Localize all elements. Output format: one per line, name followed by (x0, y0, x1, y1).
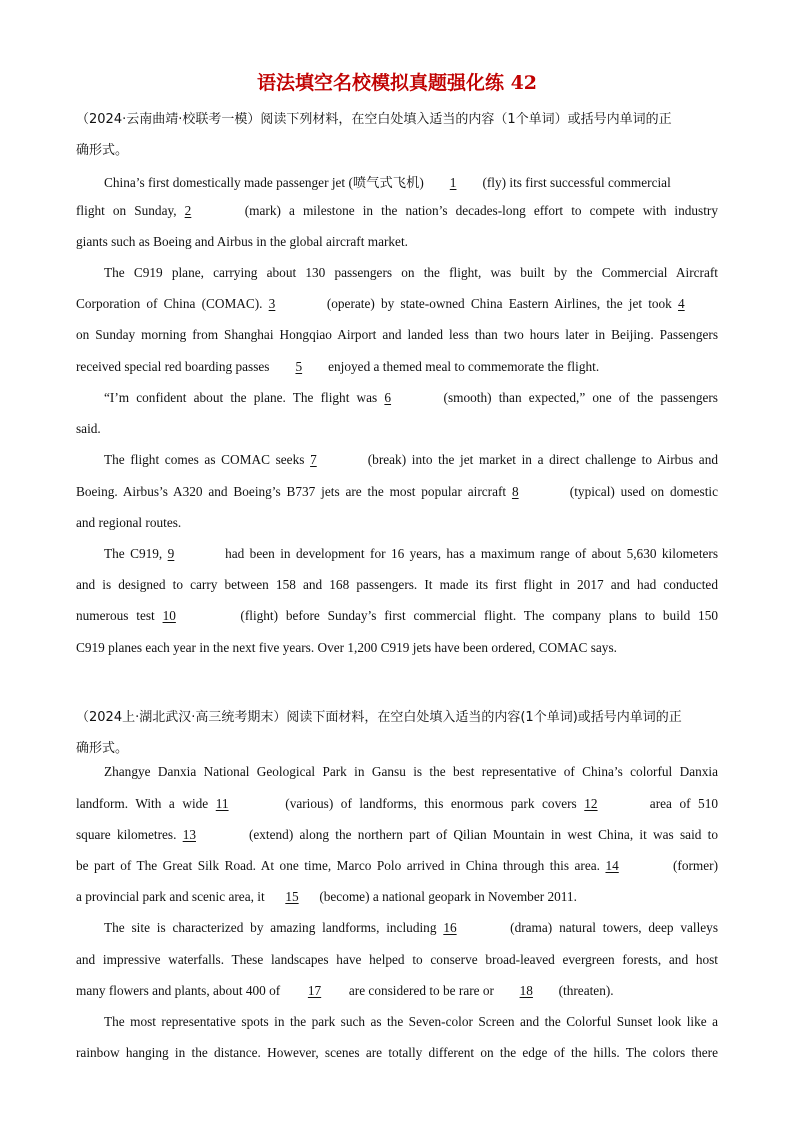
text-run: The C919, (104, 546, 163, 561)
text-run: be part of The Great Silk Road. At one time, Marco Polo arrived in China through this area. (76, 858, 600, 873)
blank-3[interactable]: 3 (268, 296, 276, 311)
blank-10[interactable]: 10 (162, 608, 176, 623)
text-run: Corporation of China (COMAC). (76, 296, 263, 311)
text-run: (drama) natural towers, deep valleys (510, 920, 719, 935)
text-run: (mark) a milestone in the nation’s decades-long effort to compete with industry (244, 203, 718, 218)
text-run: (fly) its first successful commercial (482, 175, 671, 190)
blank-14[interactable]: 14 (605, 858, 619, 873)
text-run: (become) a national geopark in November 2011. (319, 889, 577, 904)
blank-13[interactable]: 13 (182, 827, 196, 842)
blank-12[interactable]: 12 (584, 796, 598, 811)
text-run: flight on Sunday, (76, 203, 177, 218)
blank-1[interactable]: 1 (449, 175, 457, 190)
text-line: giants such as Boeing and Airbus in the global aircraft market. (76, 234, 408, 249)
text-run: received special red boarding passes (76, 359, 270, 374)
text-run: The site is characterized by amazing landforms, including (104, 920, 437, 935)
text-line: on Sunday morning from Shanghai Hongqiao Airport and landed less than two hours later in Beijing. Passengers (76, 327, 718, 342)
source-line: （2024·云南曲靖·校联考一模）阅读下列材料，在空白处填入适当的内容（1个单词）或括号内单词的正 (76, 112, 672, 127)
text-line (76, 203, 718, 219)
text-run: (various) of landforms, this enormous park covers (285, 796, 577, 811)
blank-6[interactable]: 6 (384, 390, 392, 405)
text-line (104, 546, 718, 562)
text-run: a provincial park and scenic area, it (76, 889, 265, 904)
blank-18[interactable]: 18 (519, 983, 533, 998)
blank-15[interactable]: 15 (285, 889, 299, 904)
text-line (76, 858, 718, 874)
source-note (76, 104, 724, 166)
source-note (76, 702, 724, 764)
text-run: The flight comes as COMAC seeks (104, 452, 305, 467)
text-line: The C919 plane, carrying about 130 passengers on the flight, was built by the Commercial Aircraft (104, 265, 718, 280)
text-line: and impressive waterfalls. These landscapes have helped to conserve broad-leaved evergreen forests, and host (76, 952, 718, 967)
text-line: said. (76, 421, 101, 436)
source-line: 确形式。 (76, 143, 129, 158)
text-line: The most representative spots in the park such as the Seven-color Screen and the Colorful Sunset look like a (104, 1014, 718, 1029)
text-run: had been in development for 16 years, has a maximum range of about 5,630 kilometers (225, 546, 719, 561)
text-run: many flowers and plants, about 400 of (76, 983, 281, 998)
source-line: 确形式。 (76, 741, 129, 756)
text-run: China’s first domestically made passenger jet (喷气式飞机) (104, 175, 424, 190)
text-run: “I’m confident about the plane. The flight was (104, 390, 378, 405)
text-run: enjoyed a themed meal to commemorate the flight. (328, 359, 600, 374)
text-run: (threaten). (558, 983, 614, 998)
text-run: (typical) used on domestic (569, 484, 719, 499)
text-line: Zhangye Danxia National Geological Park in Gansu is the best representative of China’s colorful Danxia (104, 764, 718, 779)
text-line (76, 484, 718, 500)
blank-5[interactable]: 5 (295, 359, 303, 374)
blank-8[interactable]: 8 (511, 484, 519, 499)
text-line: and regional routes. (76, 515, 182, 530)
text-line (76, 608, 718, 624)
text-line (76, 359, 718, 375)
text-run: (operate) by state-owned China Eastern Airlines, the jet took (326, 296, 672, 311)
blank-11[interactable]: 11 (215, 796, 229, 811)
text-line: C919 planes each year in the next five years. Over 1,200 C919 jets have been ordered, COMAC says. (76, 640, 617, 655)
text-run: (former) (672, 858, 719, 873)
blank-16[interactable]: 16 (443, 920, 457, 935)
text-line (76, 889, 718, 905)
page-title: 语法填空名校模拟真题强化练 42 (256, 72, 538, 94)
text-line (76, 827, 718, 843)
text-run: (break) into the jet market in a direct challenge to Airbus and (367, 452, 719, 467)
text-line (76, 796, 718, 812)
text-line (104, 920, 718, 936)
blank-17[interactable]: 17 (307, 983, 322, 998)
text-run: area of 510 (649, 796, 719, 811)
text-run: (smooth) than expected,” one of the passengers (443, 390, 718, 405)
text-line: rainbow hanging in the distance. However, scenes are totally different on the edge of the hills. The colors there (76, 1045, 718, 1060)
text-run: (flight) before Sunday’s first commercial flight. The company plans to build 150 (240, 608, 718, 623)
text-run: landform. With a wide (76, 796, 209, 811)
text-run: square kilometres. (76, 827, 177, 842)
text-run: numerous test (76, 608, 155, 623)
text-run: are considered to be rare or (348, 983, 494, 998)
text-line (104, 172, 718, 191)
text-run: (extend) along the northern part of Qilian Mountain in west China, it was said to (248, 827, 719, 842)
blank-2[interactable]: 2 (184, 203, 192, 218)
text-line: and is designed to carry between 158 and 168 passengers. It made its first flight in 2017 and had conducted (76, 577, 718, 592)
text-line (76, 296, 718, 312)
blank-4[interactable]: 4 (678, 296, 685, 311)
blank-7[interactable]: 7 (310, 452, 317, 467)
blank-9[interactable]: 9 (167, 546, 175, 561)
text-run: Boeing. Airbus’s A320 and Boeing’s B737 jets are the most popular aircraft (76, 484, 507, 499)
text-line (104, 390, 718, 406)
text-line (76, 983, 718, 999)
text-line (104, 452, 718, 468)
source-line: （2024上·湖北武汉·高三统考期末）阅读下面材料，在空白处填入适当的内容(1个单词)或括号内单词的正 (76, 710, 682, 725)
